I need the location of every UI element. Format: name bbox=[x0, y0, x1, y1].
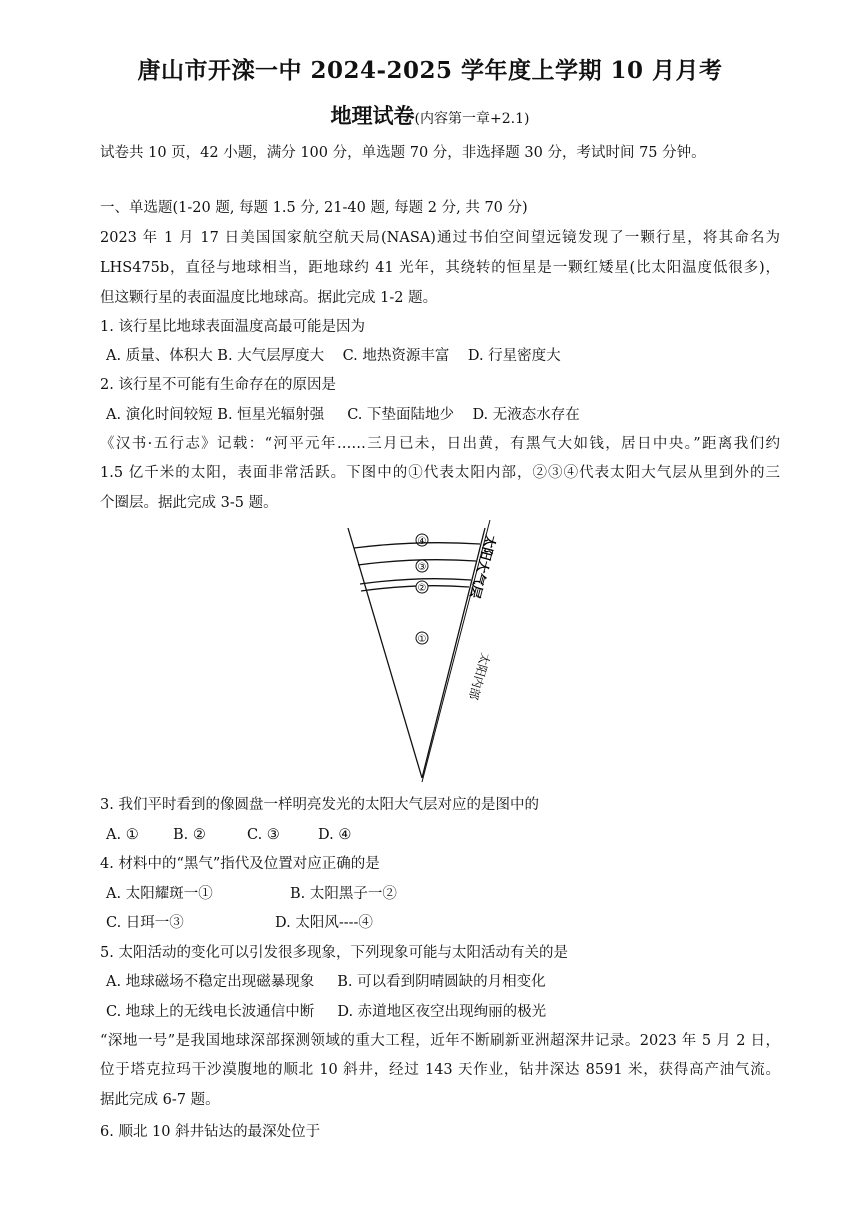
layer-4-label: ④ bbox=[417, 536, 427, 547]
question-5-options-cd: C. 地球上的无线电长波通信中断 D. 赤道地区夜空出现绚丽的极光 bbox=[106, 1004, 547, 1020]
passage3-line3: 据此完成 6-7 题。 bbox=[100, 1092, 220, 1108]
passage1-line1: 2023 年 1 月 17 日美国国家航空航天局(NASA)通过书伯空间望远镜发现了一颗行星，将其命名为 bbox=[100, 230, 780, 246]
question-3-option-c: C. ③ bbox=[247, 827, 280, 843]
layer-3-marker bbox=[416, 560, 428, 573]
question-4-stem: 4. 材料中的“黑气”指代及位置对应正确的是 bbox=[100, 856, 380, 872]
question-5-stem: 5. 太阳活动的变化可以引发很多现象，下列现象可能与太阳活动有关的是 bbox=[100, 945, 568, 961]
question-3-option-a: A. ① bbox=[106, 827, 139, 843]
question-4-option-d: D. 太阳风----④ bbox=[275, 915, 373, 931]
question-5-options-ab: A. 地球磁场不稳定出现磁暴现象 B. 可以看到阴晴圆缺的月相变化 bbox=[106, 974, 546, 990]
question-3-option-b: B. ② bbox=[173, 827, 206, 843]
passage1-line2: LHS475b，直径与地球相当，距地球约 41 光年，其绕转的恒星是一颗红矮星(比太阳温度低很多)， bbox=[100, 260, 780, 276]
subject-name: 地理试卷 bbox=[330, 103, 415, 128]
passage2-line1: 《汉书·五行志》记载：“河平元年……三月已未，日出黄，有黑气大如钱，居日中央。”距离我们约 bbox=[100, 436, 780, 452]
section-heading: 一、单选题(1-20 题, 每题 1.5 分, 21-40 题, 每题 2 分, 共 70 分) bbox=[100, 200, 528, 216]
passage2-line2: 1.5 亿千米的太阳，表面非常活跃。下图中的①代表太阳内部，②③④代表太阳大气层从里到外的三 bbox=[100, 465, 780, 481]
question-2-stem: 2. 该行星不可能有生命存在的原因是 bbox=[100, 377, 336, 393]
exam-subtitle bbox=[0, 100, 860, 130]
solar-interior-label: 太阳内部 bbox=[465, 651, 493, 702]
exam-intro: 试卷共 10 页，42 小题，满分 100 分，单选题 70 分，非选择题 30 分，考试时间 75 分钟。 bbox=[100, 145, 706, 161]
layer-2-marker bbox=[416, 581, 428, 594]
question-1-options: A. 质量、体积大 B. 大气层厚度大 C. 地热资源丰富 D. 行星密度大 bbox=[106, 348, 561, 364]
passage1-line3: 但这颗行星的表面温度比地球高。据此完成 1-2 题。 bbox=[100, 290, 438, 306]
layer-3-label: ③ bbox=[417, 562, 427, 573]
passage2-line3: 个圈层。据此完成 3-5 题。 bbox=[100, 495, 278, 511]
question-6-stem: 6. 顺北 10 斜井钻达的最深处位于 bbox=[100, 1124, 321, 1140]
layer-2-label: ② bbox=[417, 583, 427, 594]
layer-1-marker bbox=[416, 632, 428, 645]
question-2-options: A. 演化时间较短 B. 恒星光辐射强 C. 下垫面陆地少 D. 无液态水存在 bbox=[106, 407, 580, 423]
question-4-option-b: B. 太阳黑子一② bbox=[290, 886, 397, 902]
question-4-option-a: A. 太阳耀斑一① bbox=[106, 886, 213, 902]
layer-1-label: ① bbox=[417, 634, 427, 645]
solar-atmosphere-label: 太阳大气层 bbox=[466, 532, 498, 600]
question-1-stem: 1. 该行星比地球表面温度高最可能是因为 bbox=[100, 319, 365, 335]
exam-title: 唐山市开滦一中 2024-2025 学年度上学期 10 月月考 bbox=[137, 57, 723, 84]
passage3-line1: “深地一号”是我国地球深部探测领域的重大工程，近年不断刷新亚洲超深井记录。2023 年 5 月 2 日， bbox=[100, 1033, 780, 1049]
question-4-option-c: C. 日珥一③ bbox=[106, 915, 184, 931]
question-3-option-d: D. ④ bbox=[318, 827, 352, 843]
content-scope-note: (内容第一章+2.1) bbox=[414, 111, 530, 127]
passage3-line2: 位于塔克拉玛干沙漠腹地的顺北 10 斜井，经过 143 天作业，钻井深达 8591 米，获得高产油气流。 bbox=[100, 1062, 780, 1078]
sun-structure-diagram bbox=[330, 520, 520, 785]
question-3-stem: 3. 我们平时看到的像圆盘一样明亮发光的太阳大气层对应的是图中的 bbox=[100, 797, 539, 813]
layer-4-marker bbox=[416, 534, 428, 547]
